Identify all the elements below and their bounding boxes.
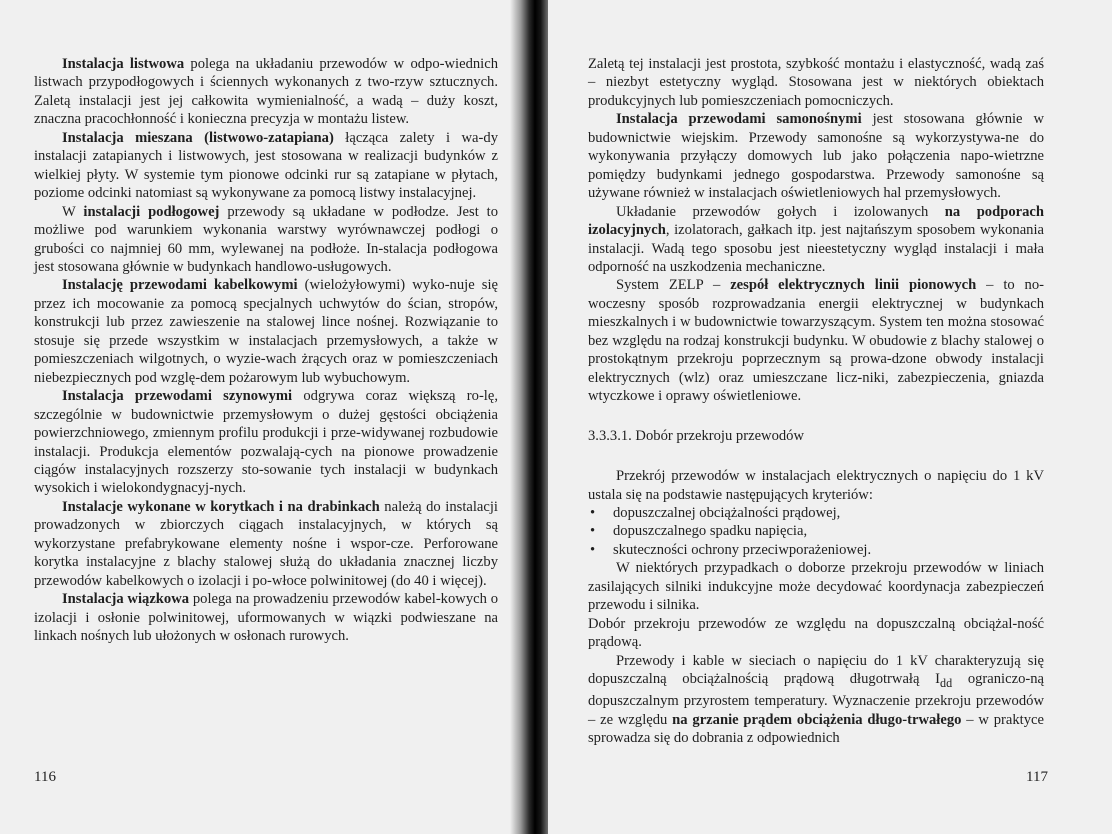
text-run: Przewody i kable w sieciach o napięciu do 1 kV charakteryzują się dopuszczalną obciążalnością prądową długotrwałą I bbox=[588, 652, 1044, 688]
text-run: polega na prowadzeniu przewodów kabel-kowych o izolacji i osłonie polwinitowej, uformowanych w wiązki podwieszane na linkach nośnych lub ułożonych w osłonach rurowych. bbox=[34, 591, 498, 645]
criteria-list-item: • skuteczności ochrony przeciwporażeniowej. bbox=[588, 541, 1044, 559]
bold-term: Instalacja wiązkowa bbox=[62, 591, 190, 608]
text-run: przewody są układane w podłodze. Jest to możliwe pod warunkiem wykonania warstwy wyrównawczej podłogi o grubości co najmniej 60 mm, wylewanej na podłoże. In-stalacja podłogowa jest stosowana głównie w budynkach handlowo-usługowych. bbox=[34, 203, 498, 275]
paragraph bbox=[34, 387, 498, 498]
right-paragraphs-after bbox=[588, 559, 1044, 747]
text-run: Zaletą tej instalacji jest prostota, szybkość montażu i elastyczność, wadą zaś – niezbyt estetyczny wygląd. Stosowana jest w niektórych obiektach produkcyjnych lub pomieszczeniach pomocniczych. bbox=[588, 56, 1044, 109]
paragraph bbox=[588, 652, 1044, 748]
section-heading: 3.3.3.1. Dobór przekroju przewodów bbox=[588, 427, 805, 444]
left-page-number: 116 bbox=[34, 769, 56, 785]
bold-term: zespół elektrycznych linii pionowych bbox=[730, 277, 977, 294]
right-page-body bbox=[588, 55, 1044, 748]
bold-term: Instalacje wykonane w korytkach i na drabinkach bbox=[62, 498, 380, 515]
criteria-list-item: • dopuszczalnego spadku napięcia, bbox=[588, 522, 1044, 540]
criteria-list-item: • dopuszczalnej obciążalności prądowej, bbox=[588, 504, 1044, 522]
bold-term: na grzanie prądem obciążenia długo-trwałego bbox=[672, 711, 962, 728]
text-run: jest stosowana głównie w budownictwie wiejskim. Przewody samonośne są wykorzystywa-ne do wykonywania przyłączy domowych lub jako połączenia napo-wietrzne pomiędzy budynkami jednego gospodarstwa. Przewody samonośne są używane również w instalacjach oświetleniowych hal przemysłowych. bbox=[588, 111, 1044, 202]
text-run: Przekrój przewodów w instalacjach elektrycznych o napięciu do 1 kV ustala się na podstawie następujących kryteriów: bbox=[588, 468, 1044, 503]
paragraph bbox=[588, 110, 1044, 202]
text-run: odgrywa coraz większą ro-lę, szczególnie w budownictwie przemysłowym o dużej gęstości obciążenia powierzchniowego, zmiennym profilu produkcji i prze-widywanej rozbudowie instalacji. Produkcja elementów pozwalają-cych na pionowe prowadzenie ciągów instalacyjnych rozszerzy sto-sowanie tych instalacji w budynkach wysokich i wielokondygnacyj-nych. bbox=[34, 388, 498, 497]
paragraph bbox=[34, 498, 498, 590]
left-page-body bbox=[34, 55, 498, 646]
paragraph bbox=[588, 203, 1044, 277]
paragraph bbox=[588, 559, 1044, 614]
bold-term: Instalacja listwowa bbox=[62, 56, 185, 72]
text-run: – w praktyce sprowadza się do dobrania z odpowiednich bbox=[588, 711, 1044, 747]
bold-term: Instalacja przewodami szynowymi bbox=[62, 388, 293, 405]
text-run: ograniczo-ną dopuszczalnym przyrostem temperatury. Wyznaczenie przekroju przewodów – ze względu bbox=[588, 671, 1044, 728]
right-page-number: 117 bbox=[1026, 769, 1048, 785]
text-run: należą do instalacji prowadzonych w zbiorczych ciągach instalacyjnych, w których są wykorzystane prefabrykowane elementy nośne i wspor-cze. Perforowane korytka instalacyjne z blachy stalowej służą do układania znacznej liczby przewodów kabelkowych o izolacji i po-włoce polwinitowej (do 40 i więcej). bbox=[34, 498, 498, 589]
text-run: polega na układaniu przewodów w odpo-wiednich listwach przypodłogowych i ściennych wykonanych z two-rzyw sztucznych. Zaletą instalacji jest jej całkowita wymienialność, a wadą – duży koszt, znaczna pracochłonność i konieczna precyzja w montażu listew. bbox=[34, 56, 498, 128]
bold-term: Instalacja przewodami samonośnymi bbox=[616, 111, 862, 128]
paragraph bbox=[588, 467, 1044, 504]
text-run: łącząca zalety i wa-dy instalacji zatapianych i listwowych, jest stosowana w realizacji budynków z wielkiej płyty. W systemie tym pionowe odcinki rur są zatapiane w płytach, poziome odcinki natomiast są wykonywane za pomocą listwy instalacyjnej. bbox=[34, 129, 498, 202]
text-run: W bbox=[62, 203, 84, 220]
text-run: W niektórych przypadkach o doborze przekroju przewodów w liniach zasilających silniki indukcyjne może decydować koordynacja zabezpieczeń przewodu i silnika. bbox=[588, 560, 1044, 614]
right-intro-paragraph bbox=[588, 467, 1044, 504]
text-run: – to no-woczesny sposób rozprowadzania energii elektrycznej w budynkach mieszkalnych i w budownictwie towarzyszącym. System ten można stosować bez względu na rodzaj konstrukcji budynku. W obudowie z blachy stalowej o prostokątnym przekroju poprzecznym są prowa-dzone obwody instalacji elektrycznych (wlz) oraz umieszczane licz-niki, zabezpieczenia, gniazda wtyczkowe i oprawy oświetleniowe. bbox=[588, 277, 1044, 405]
paragraph bbox=[34, 590, 498, 645]
paragraph bbox=[34, 55, 498, 129]
right-paragraphs-before bbox=[588, 55, 1044, 406]
left-page bbox=[0, 0, 530, 834]
paragraph bbox=[588, 55, 1044, 110]
text-run: , izolatorach, gałkach itp. jest najtańszym sposobem wykonania instalacji. Wadą tego sposobu jest nieestetyczny wygląd instalacji i mała odporność na uszkodzenia mechaniczne. bbox=[588, 222, 1044, 275]
subscript: dd bbox=[940, 675, 953, 690]
text-run: Dobór przekroju przewodów ze względu na dopuszczalną obciążal-ność prądową. bbox=[588, 615, 1044, 651]
paragraph bbox=[34, 203, 498, 277]
right-page bbox=[548, 0, 1112, 834]
criteria-list bbox=[588, 504, 1044, 559]
text-run: (wielożyłowymi) wyko-nuje się przez ich mocowanie za pomocą specjalnych uchwytów do ścian, stropów, konstrukcji lub przez zawieszenie na stalowej lince nośnej. Rozwiązanie to stosuje się przede wszystkim w instalacjach przemysłowych, a także w pomieszczeniach wilgotnych, o wyzie-wach żrących oraz w pomieszczeniach niebezpiecznych pod wzglę-dem pożarowym lub wybuchowym. bbox=[34, 277, 498, 386]
paragraph bbox=[588, 615, 1044, 652]
text-run: Układanie przewodów gołych i izolowanych bbox=[616, 203, 945, 220]
paragraph bbox=[34, 129, 498, 203]
bold-term: na podporach izolacyjnych bbox=[588, 203, 1045, 239]
bold-term: instalacji podłogowej bbox=[83, 203, 220, 220]
paragraph bbox=[34, 276, 498, 387]
bold-term: Instalację przewodami kabelkowymi bbox=[62, 277, 298, 294]
paragraph bbox=[588, 276, 1044, 405]
bold-term: Instalacja mieszana (listwowo-zatapiana) bbox=[62, 129, 334, 146]
text-run: System ZELP – bbox=[616, 277, 731, 294]
